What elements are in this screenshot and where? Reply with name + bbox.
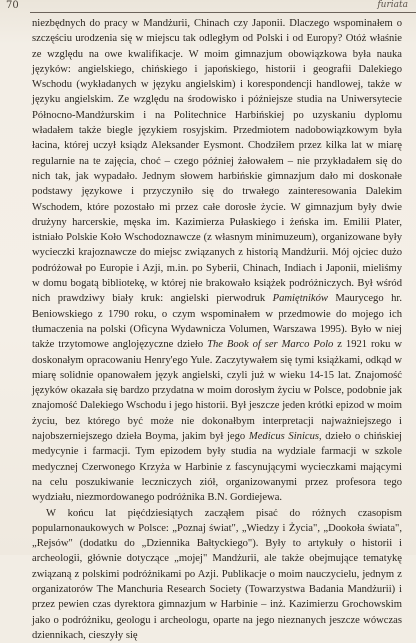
header-rule bbox=[30, 12, 416, 13]
paragraph-1 bbox=[32, 16, 402, 506]
paragraph-2 bbox=[32, 506, 402, 643]
body-text bbox=[32, 16, 402, 643]
italic-title-marco-polo: The Book of ser Marco Polo bbox=[207, 339, 333, 350]
text-segment: Maurycego hr. Beniowskiego z 1790 roku, o czym wspominałem w przedmowie do mojego ich tłumaczenia na polski (Oficyna Wydawnicza Volumen, Warszawa 1995). Było w niej także trzytomowe anglojęzyczne dzieło bbox=[32, 293, 402, 350]
italic-title-pamietnikow: Pamiętników bbox=[273, 293, 328, 304]
text-segment: niezbędnych do pracy w Mandżurii, Chinach czy Japonii. Dlaczego wspominałem o szczęściu urodzenia się w miejscu tak odległym od Polski i od Europy? Otóż właśnie ze względu na owe kwalifikacje. W moim gimnazjum obowiązkowa była nauka języków: angielskiego, chińskiego i japońskiego, historii i geografii Dalekiego Wschodu (wykładanych w języku angielskim) i korespondencji handlowej, także w języku angielskim. Ze względu na środowisko i późniejsze studia na Uniwersytecie Północno-Mandżurskim i na Politechnice Harbińskiej po uzyskaniu dyplomu władałem także biegle językiem rosyjskim. Przedmiotem nadobowiązkowym była łacina, której uczył ksiądz Aleksander Eysmont. Chodziłem przez kilka lat w miarę regularnie na te zajęcia, choć – czego później żałowałem – nie przykładałem się do nich tak, jak wypadało. Jednym słowem harbińskie gimnazjum dało mi doskonałe podstawy językowe i przyczyniło się do trwałego zainteresowania Dalekim Wschodem, które pozostało mi przez całe dorosłe życie. W gimnazjum były dwie drużyny harcerskie, męska im. Kazimierza Pułaskiego i żeńska im. Emilii Plater, istniało Polskie Koło Wschodoznawcze (z własnym minimuzeum), organizowane były wycieczki krajoznawcze do miejsc związanych z historią Mandżurii. Mój ojciec dużo podróżował po Europie i Azji, m.in. po Syberii, Chinach, Indiach i Japonii, mieliśmy w domu bogatą bibliotekę, w której nie brakowało książek podróżniczych. Był wśród nich prawdziwy biały kruk: angielski pierwodruk bbox=[32, 18, 402, 304]
page-number: 70 bbox=[6, 0, 19, 11]
text-segment: , dzieło o chińskiej medycynie i farmacji. Tym epizodem były studia na wydziale farmacji w szkole medycznej Czerwonego Krzyża w Harbinie z fascynującymi wycieczkami mającymi na celu poszukiwanie leczniczych ziół, organizowanymi przez profesora tego wydziału, niezmordowanego podróżnika B.N. Gordiejewa. bbox=[32, 431, 402, 503]
text-segment: W końcu lat pięćdziesiątych zacząłem pisać do różnych czasopism popularnonaukowych w Polsce: „Poznaj świat", „Wiedzy i Życia", „Dookoła świata", „Rejsów" (dodatku do „Dziennika Bałtyckiego"). Były to artykuły o historii i archeologii, głównie dotyczące „mojej" Mandżurii, ale także obejmujące tematykę związaną z polskimi podróżnikami po Azji. Publikacje o moim nauczycielu, jednym z organizatorów The Manchuria Research Society (Towarzystwa Badania Mandżurii) i przez pewien czas dyrektora gimnazjum w Harbinie – inż. Kazimierzu Grochowskim jako o podróżniku, geologu i archeologu, oparte na jego nieznanych jeszcze wówczas dziennikach, cieszyły się bbox=[32, 508, 402, 641]
running-head: furiata bbox=[377, 0, 408, 10]
text-segment: z 1921 roku w doskonałym opracowaniu Henry'ego Yule. Zaczytywałem się tymi książkami, odkąd w miarę solidnie opanowałem język angielski, czyli już w wieku 14-15 lat. Znajomość języków okazała się bardzo przydatna w moim dorosłym życiu w Polsce, podobnie jak znajomość Dalekiego Wschodu i jego historii. Był jeszcze jeden krótki epizod w moim życiu, bez którego być może nie dokonałbym interpretacji najważniejszego i najobszerniejszego dzieła Boyma, jakim był jego bbox=[32, 339, 402, 442]
italic-title-medicus-sinicus: Medicus Sinicus bbox=[249, 431, 319, 442]
